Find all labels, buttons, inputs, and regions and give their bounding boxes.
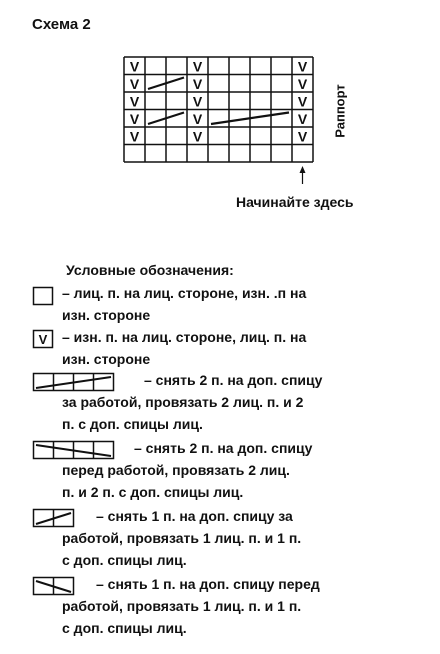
- legend-line: – снять 2 п. на доп. спицу: [144, 372, 323, 388]
- legend-line: с доп. спицы лиц.: [62, 620, 187, 636]
- chart-v-symbol: V: [192, 128, 203, 145]
- legend-line: работой, провязать 1 лиц. п. и 1 п.: [62, 530, 302, 546]
- empty-cell-icon: [32, 286, 54, 306]
- chart-symbols: [130, 59, 308, 145]
- legend-item-cross-1-left-line1: [96, 573, 320, 595]
- legend-item-knit: [62, 282, 306, 326]
- svg-text:V: V: [38, 332, 48, 347]
- legend-line: за работой, провязать 2 лиц. п. и 2: [62, 394, 304, 410]
- legend-item-cross-1-left-rest: [62, 595, 301, 639]
- start-here-label: Начинайте здесь: [236, 194, 354, 210]
- chart-v-symbol: V: [129, 76, 140, 92]
- legend-item-cross-1-right-line1: [96, 505, 293, 527]
- legend-line: изн. стороне: [62, 307, 151, 323]
- chart-v-symbol: V: [192, 58, 203, 75]
- legend-line: работой, провязать 1 лиц. п. и 1 п.: [62, 598, 302, 614]
- legend-line: – снять 2 п. на доп. спицу: [134, 440, 313, 456]
- v-cell-icon: [32, 329, 54, 349]
- legend-line: п. с доп. спицы лиц.: [62, 416, 203, 432]
- legend-item-cross-2-right-line1: [144, 369, 322, 391]
- legend-item-cross-1-right-rest: [62, 527, 301, 571]
- legend-line: п. и 2 п. с доп. спицы лиц.: [62, 484, 244, 500]
- chart-v-symbol: V: [297, 76, 308, 92]
- rapport-text: Раппорт: [332, 84, 348, 138]
- cross-2-left-icon: [32, 440, 116, 460]
- legend-line: – лиц. п. на лиц. стороне, изн. .п на: [62, 285, 307, 301]
- chart-v-symbol: V: [129, 93, 140, 110]
- legend-line: – снять 1 п. на доп. спицу за: [96, 508, 293, 524]
- legend-item-purl: [62, 326, 306, 370]
- legend-line: с доп. спицы лиц.: [62, 552, 187, 568]
- cross-1-left-icon: [32, 576, 76, 596]
- chart-v-symbol: V: [192, 93, 203, 110]
- legend-title: Условные обозначения:: [66, 262, 234, 278]
- legend-line: – снять 1 п. на доп. спицу перед: [96, 576, 320, 592]
- chart-v-symbol: V: [297, 128, 308, 145]
- legend-line: перед работой, провязать 2 лиц.: [62, 462, 290, 478]
- legend-item-cross-2-left-rest: [62, 459, 290, 503]
- scheme-title: Схема 2: [32, 16, 91, 33]
- chart-v-symbol: V: [192, 111, 203, 127]
- cross-1-right-icon: [32, 508, 76, 528]
- legend-line: изн. стороне: [62, 351, 151, 367]
- legend-item-cross-2-right-rest: [62, 391, 303, 435]
- chart-v-symbol: V: [192, 76, 203, 92]
- start-arrow: [300, 166, 306, 184]
- chart-v-symbol: V: [129, 128, 140, 145]
- cross-2-right-icon: [32, 372, 116, 392]
- legend-item-cross-2-left-line1: [134, 437, 312, 459]
- chart-grid: [124, 57, 313, 162]
- rapport-label: [330, 66, 350, 156]
- arrow-head: [300, 166, 306, 173]
- chart-v-symbol: V: [297, 58, 308, 75]
- chart-v-symbol: V: [297, 111, 308, 127]
- chart-v-symbol: V: [297, 93, 308, 110]
- chart-v-symbol: V: [129, 111, 140, 127]
- legend-line: – изн. п. на лиц. стороне, лиц. п. на: [62, 329, 307, 345]
- chart-v-symbol: V: [129, 58, 140, 75]
- knitting-chart: [0, 0, 440, 250]
